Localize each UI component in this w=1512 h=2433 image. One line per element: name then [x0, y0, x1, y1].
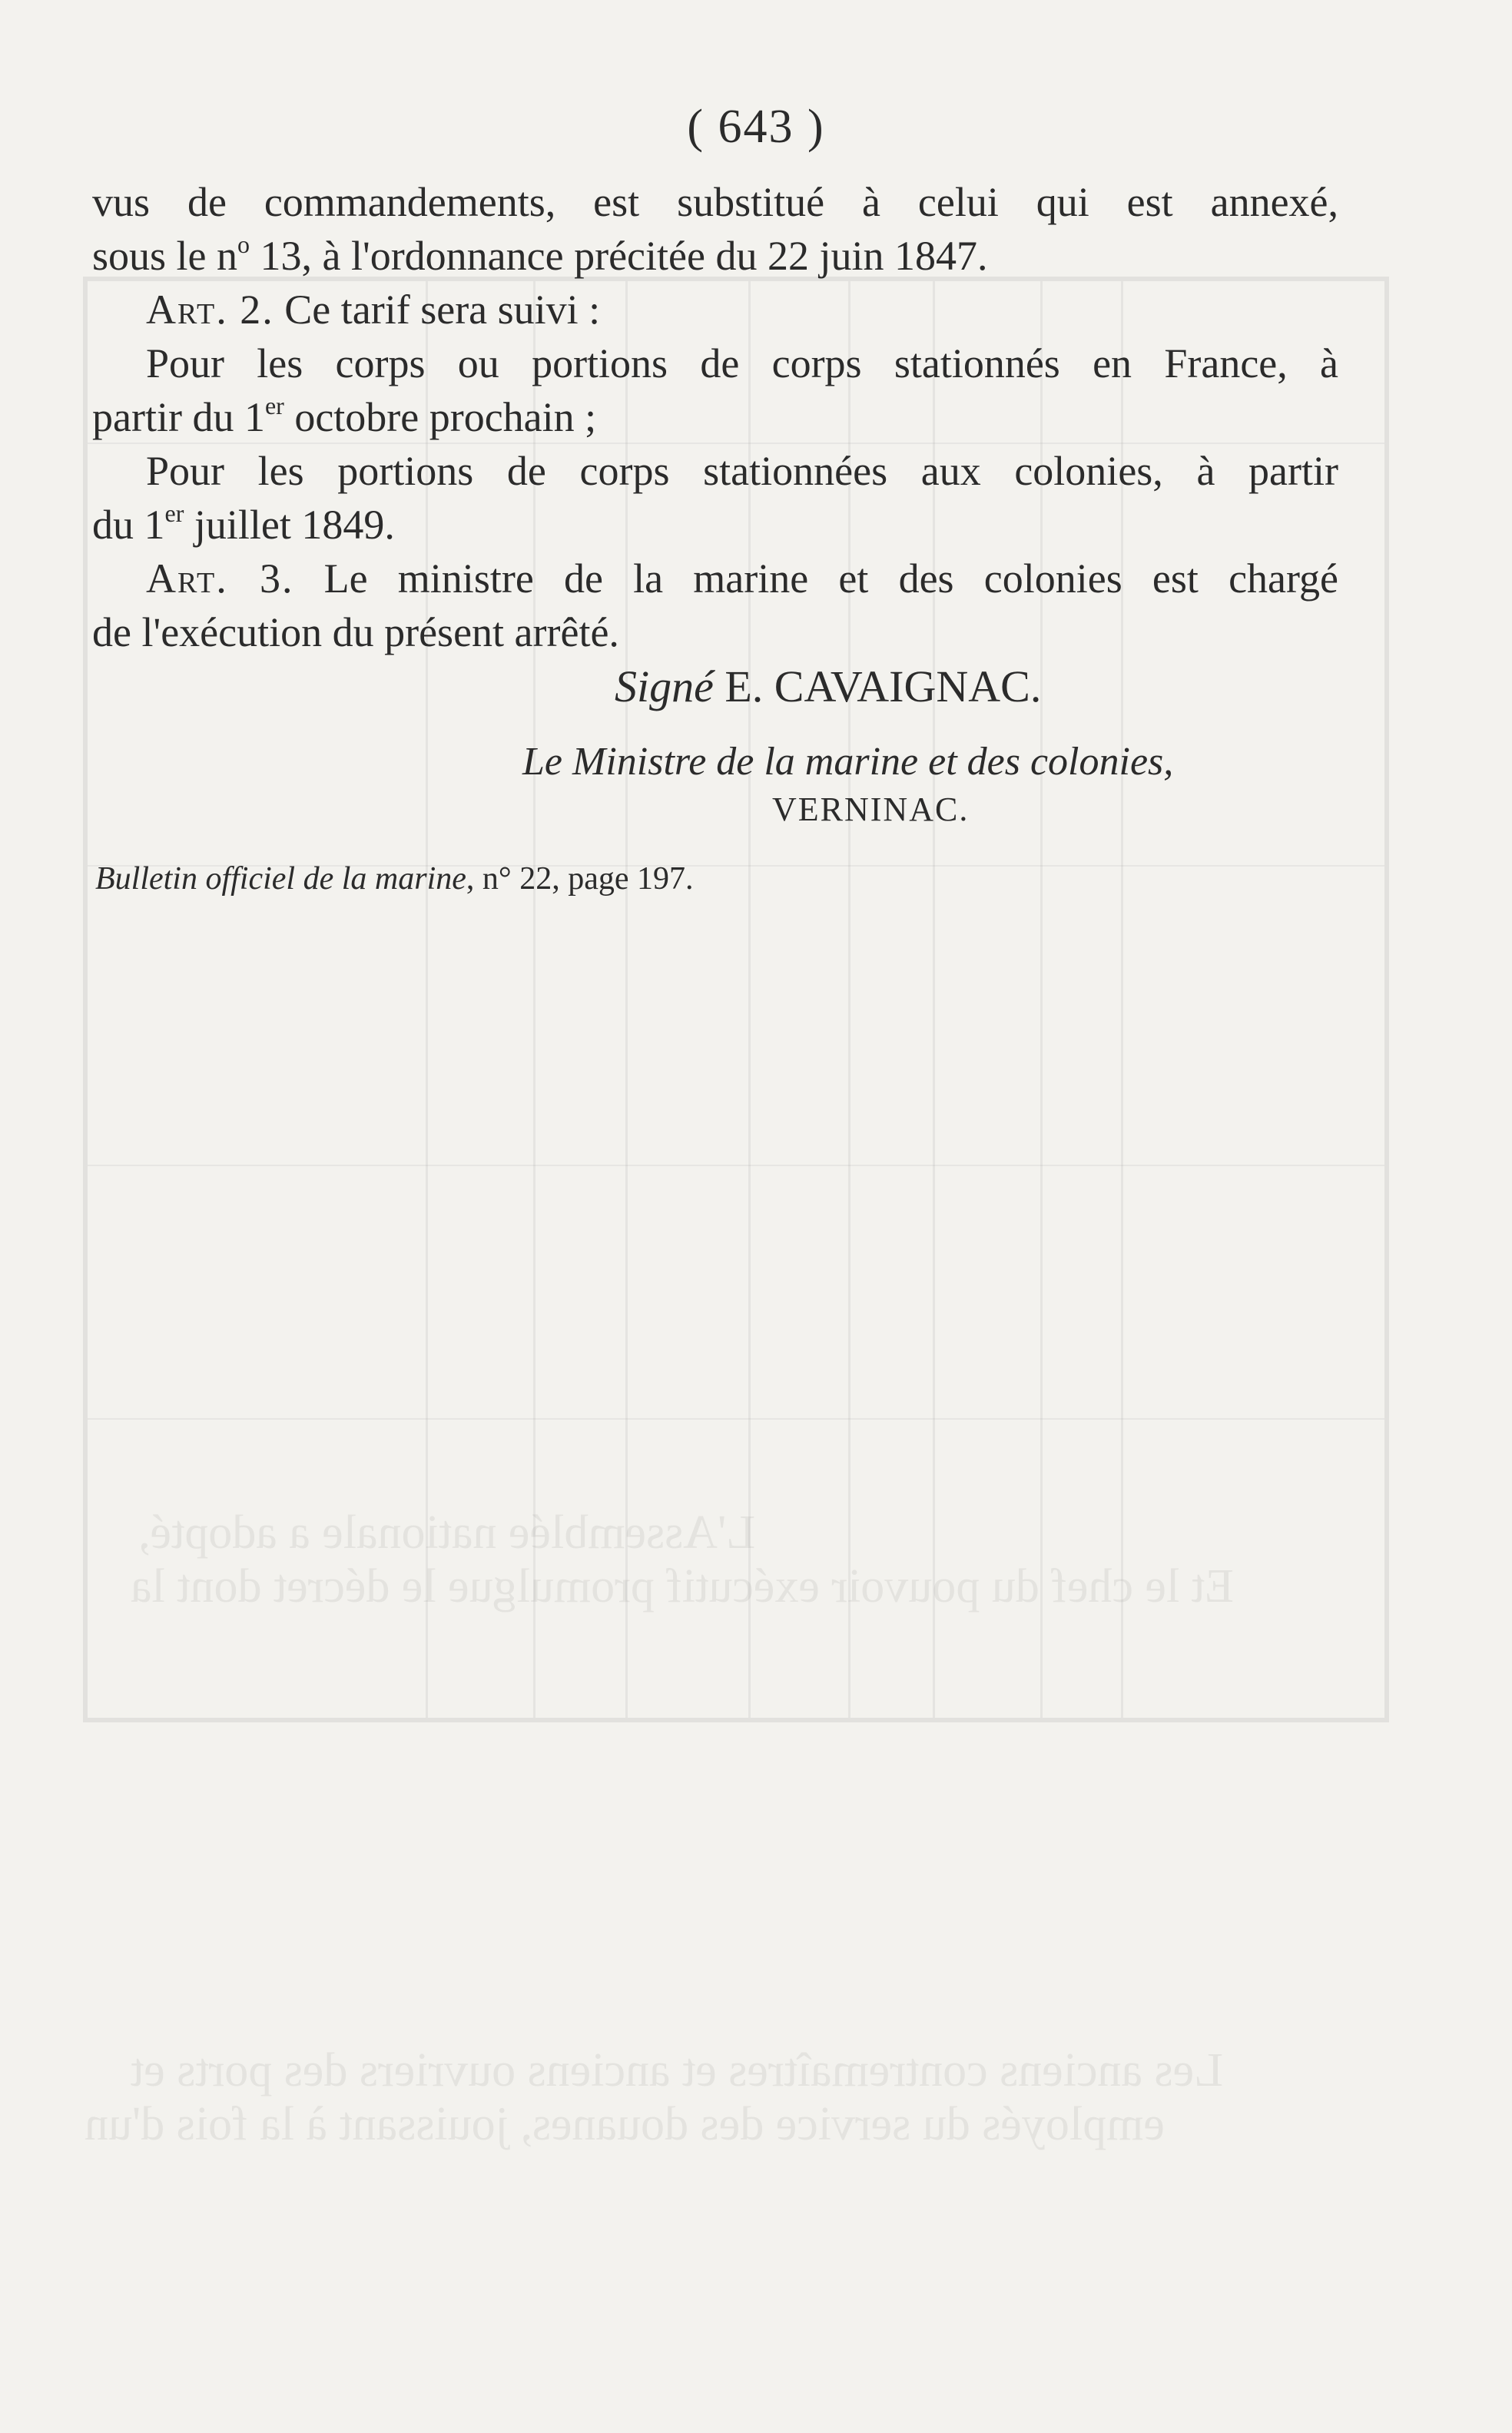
superscript: er: [264, 392, 284, 419]
minister-title: Le Ministre de la marine et des colonies,: [522, 740, 1174, 784]
signatory-name: E. CAVAIGNAC.: [713, 661, 1042, 711]
text-line: [92, 605, 1338, 659]
text-fragment: de l'exécution du présent arrêté.: [92, 609, 619, 655]
text-line: [92, 175, 1338, 229]
text-fragment: sous le n: [92, 233, 237, 279]
text-fragment: du 1: [92, 502, 165, 548]
text-line: [92, 444, 1338, 498]
text-fragment: juillet 1849.: [184, 502, 395, 548]
text-line: [92, 229, 1338, 283]
page-number: ( 643 ): [687, 101, 825, 153]
bleed-through-text: Et le chef du pouvoir exécutif promulgue le décret dont la: [131, 1560, 1234, 1613]
text-fragment: Le ministre de la marine et des colonies est chargé: [293, 555, 1338, 602]
text-fragment: partir du 1: [92, 394, 265, 440]
article-2: [92, 283, 1338, 336]
text-fragment: Pour les portions de corps stationnées aux colonies, à partir: [146, 448, 1338, 494]
text-fragment: vus de commandements, est substitué à celui qui est annexé,: [92, 179, 1338, 225]
bleed-through-text: employés du service des douanes, jouissant à la fois d'un: [85, 2098, 1165, 2150]
text-fragment: Ce tarif sera suivi :: [274, 287, 601, 333]
footnote-source: Bulletin officiel de la marine: [95, 861, 466, 897]
text-line: [92, 390, 1338, 444]
signed-label: Signé: [615, 661, 714, 711]
text-fragment: 13, à l'ordonnance précitée du 22 juin 1847.: [250, 233, 988, 279]
superscript: er: [164, 499, 184, 527]
article-3: [92, 552, 1338, 605]
bleed-through-text: Les anciens contremaîtres et anciens ouvriers des ports et: [131, 2044, 1224, 2097]
footnote-detail: , n° 22, page 197.: [466, 861, 694, 897]
article-label: Art. 3.: [146, 555, 294, 602]
text-fragment: octobre prochain ;: [284, 394, 597, 440]
body-text: [92, 175, 1338, 659]
minister-name: VERNINAC.: [772, 791, 970, 828]
article-label: Art. 2.: [146, 287, 274, 333]
superscript: o: [237, 230, 250, 258]
footnote: [95, 860, 694, 897]
text-fragment: Pour les corps ou portions de corps stationnés en France, à: [146, 340, 1338, 386]
bleed-through-text: L'Assemblée nationale a adopté,: [138, 1507, 756, 1559]
signature-line: [615, 661, 1041, 712]
text-line: [92, 498, 1338, 552]
text-line: [92, 336, 1338, 390]
